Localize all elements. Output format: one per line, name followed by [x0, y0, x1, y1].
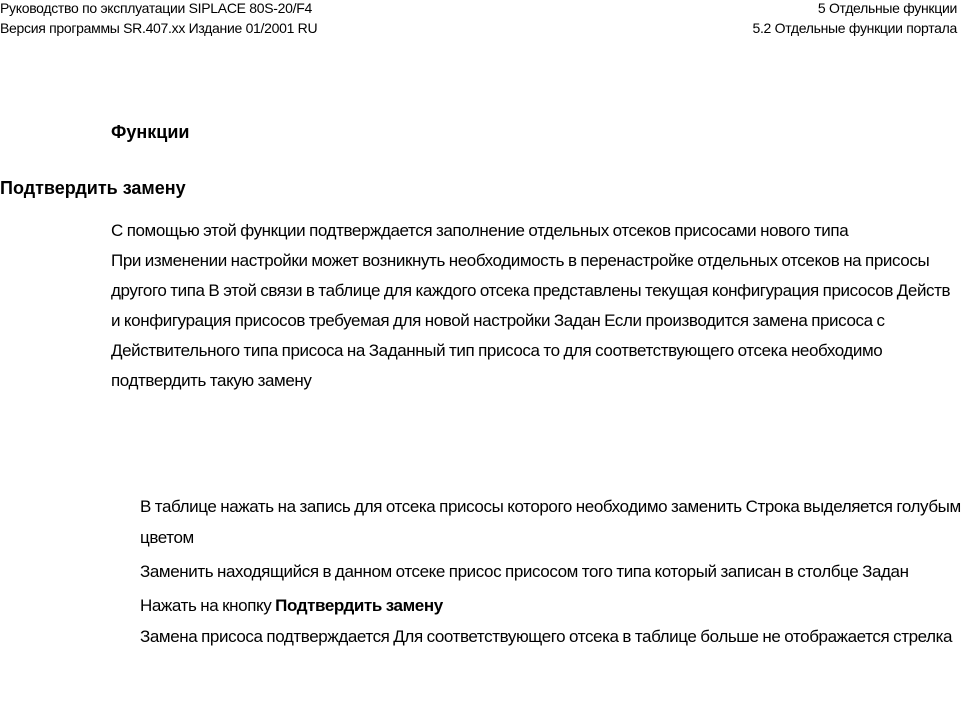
section-reference: 5.2 Отдельные функции портала	[752, 20, 957, 36]
page-header-left	[0, 0, 317, 40]
step-1	[140, 491, 963, 553]
manual-title: Руководство по эксплуатации SIPLACE 80S-20/F4	[0, 0, 312, 16]
intro-paragraph-2: При изменении настройки может возникнуть необходимость в перенастройке отдельных отсеков на присосы другого типа В этой связи в таблице для каждого отсека представлены текущая конфигурация присосов Действ и конфигурация присосов требуемая для новой настройки Задан Если производится замена присоса с Действительного типа присоса на Заданный тип присоса то для соответствующего отсека необходимо подтвердить такую замену	[111, 251, 951, 390]
step-1-text: В таблице нажать на запись для отсека присосы которого необходимо заменить Строка выделяется голубым цветом	[140, 497, 961, 547]
procedure-steps	[140, 491, 963, 652]
confirm-replacement-button-ref: Подтвердить замену	[275, 596, 443, 615]
step-2-text: Заменить находящийся в данном отсеке присос присосом того типа который записан в столбце Задан	[140, 562, 909, 581]
step-result: Замена присоса подтверждается Для соответствующего отсека в таблице больше не отображается стрелка	[140, 627, 953, 646]
chapter-title: 5 Отдельные функции	[817, 0, 957, 16]
step-3-prefix: Нажать на кнопку	[140, 596, 276, 615]
intro-text	[111, 216, 961, 396]
page-header-right	[752, 0, 957, 40]
step-3	[140, 590, 963, 621]
step-3-text	[140, 590, 963, 621]
subsection-title: Подтвердить замену	[0, 178, 186, 198]
section-title: Функции	[111, 122, 190, 142]
step-2	[140, 556, 963, 587]
program-version: Версия программы SR.407.xx Издание 01/2001 RU	[0, 20, 318, 36]
intro-paragraph-1: С помощью этой функции подтверждается заполнение отдельных отсеков присосами нового типа	[111, 221, 849, 240]
